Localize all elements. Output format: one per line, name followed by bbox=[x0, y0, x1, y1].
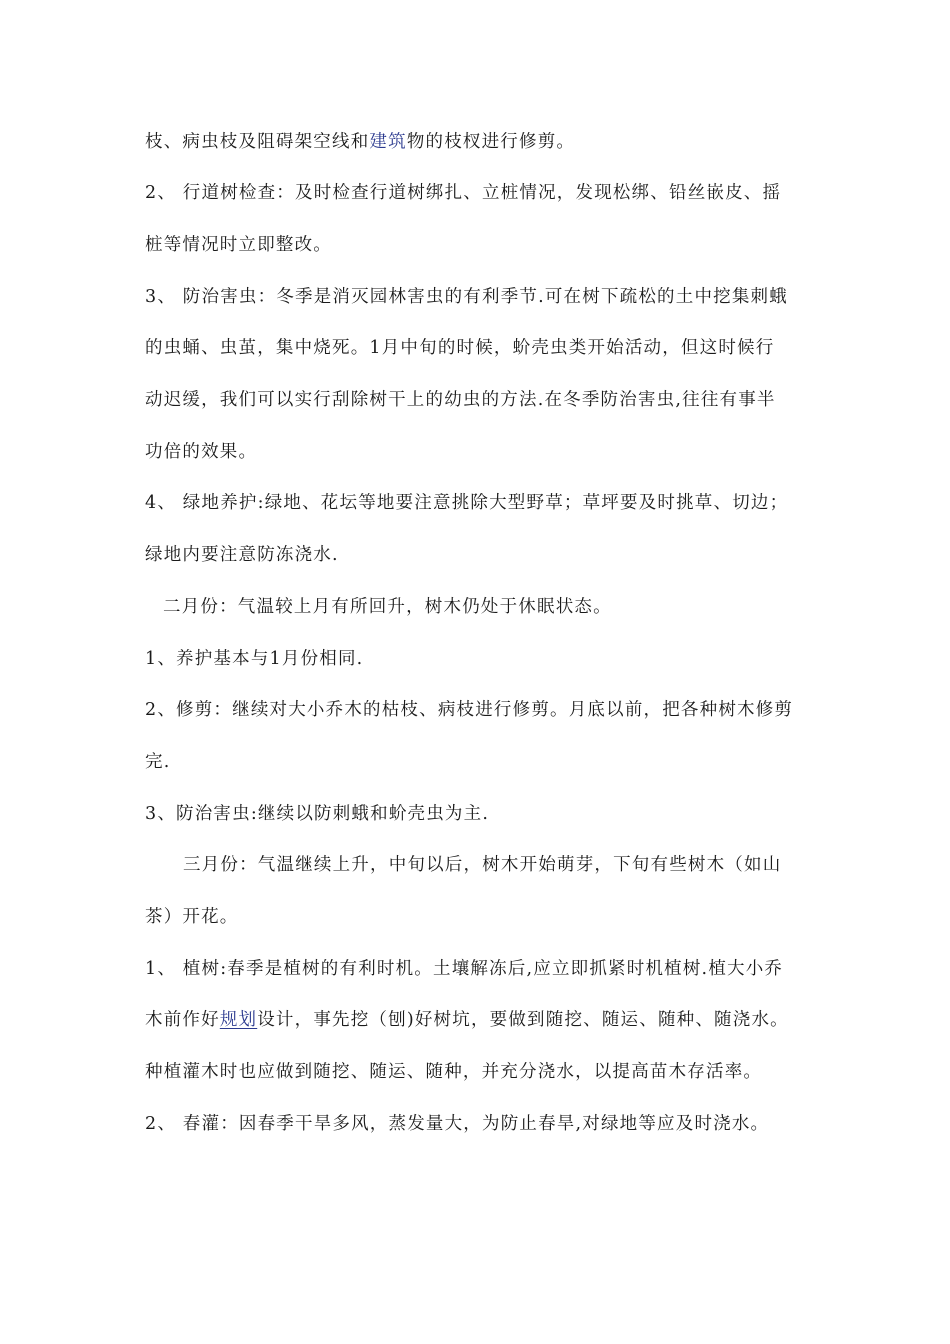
text-span: 设计，事先挖（刨)好树坑，要做到随挖、随运、随种、随浇水。 bbox=[257, 1010, 789, 1030]
text-line: 4、 绿地养护:绿地、花坛等地要注意挑除大型野草；草坪要及时挑草、切边； bbox=[145, 493, 789, 513]
text-line: 功倍的效果。 bbox=[145, 442, 258, 462]
section-heading-mar: 三月份：气温继续上升，中旬以后，树木开始萌芽，下旬有些树木（如山 bbox=[183, 855, 782, 875]
text-line: 完. bbox=[145, 752, 171, 772]
text-span: 物的枝杈进行修剪。 bbox=[406, 132, 576, 152]
text-line: 2、 行道树检查：及时检查行道树绑扎、立桩情况，发现松绑、铅丝嵌皮、摇 bbox=[145, 183, 782, 203]
text-span: 枝、病虫枝及阻碍架空线和 bbox=[145, 132, 370, 152]
text-line: 1、养护基本与1月份相同. bbox=[145, 649, 364, 669]
text-line: 种植灌木时也应做到随挖、随运、随种，并充分浇水，以提高苗木存活率。 bbox=[145, 1062, 763, 1082]
text-line: 动迟缓，我们可以实行刮除树干上的幼虫的方法.在冬季防治害虫,往往有事半 bbox=[145, 390, 776, 410]
text-line: 1、 植树:春季是植树的有利时机。土壤解冻后,应立即抓紧时机植树.植大小乔 bbox=[145, 959, 784, 979]
text-line: 3、防治害虫:继续以防刺蛾和蚧壳虫为主. bbox=[145, 804, 490, 824]
text-line bbox=[145, 1008, 825, 1032]
link-guihua[interactable]: 规划 bbox=[219, 1010, 258, 1030]
text-line: 2、修剪：继续对大小乔木的枯枝、病枝进行修剪。月底以前，把各种树木修剪 bbox=[145, 700, 794, 720]
text-line: 茶）开花。 bbox=[145, 907, 239, 927]
text-line: 绿地内要注意防冻浇水. bbox=[145, 545, 339, 565]
text-span: 木前作好 bbox=[145, 1010, 220, 1030]
text-line: 的虫蛹、虫茧，集中烧死。1月中旬的时候，蚧壳虫类开始活动，但这时候行 bbox=[145, 338, 775, 358]
text-line: 桩等情况时立即整改。 bbox=[145, 235, 332, 255]
text-line: 3、 防治害虫：冬季是消灭园林害虫的有利季节.可在树下疏松的土中挖集刺蛾 bbox=[145, 287, 788, 307]
text-line bbox=[145, 130, 825, 154]
section-heading-feb: 二月份：气温较上月有所回升，树木仍处于休眠状态。 bbox=[163, 597, 612, 617]
text-line: 2、 春灌：因春季干旱多风，蒸发量大，为防止春旱,对绿地等应及时浇水。 bbox=[145, 1114, 770, 1134]
link-jianzhu[interactable]: 建筑 bbox=[369, 132, 407, 152]
